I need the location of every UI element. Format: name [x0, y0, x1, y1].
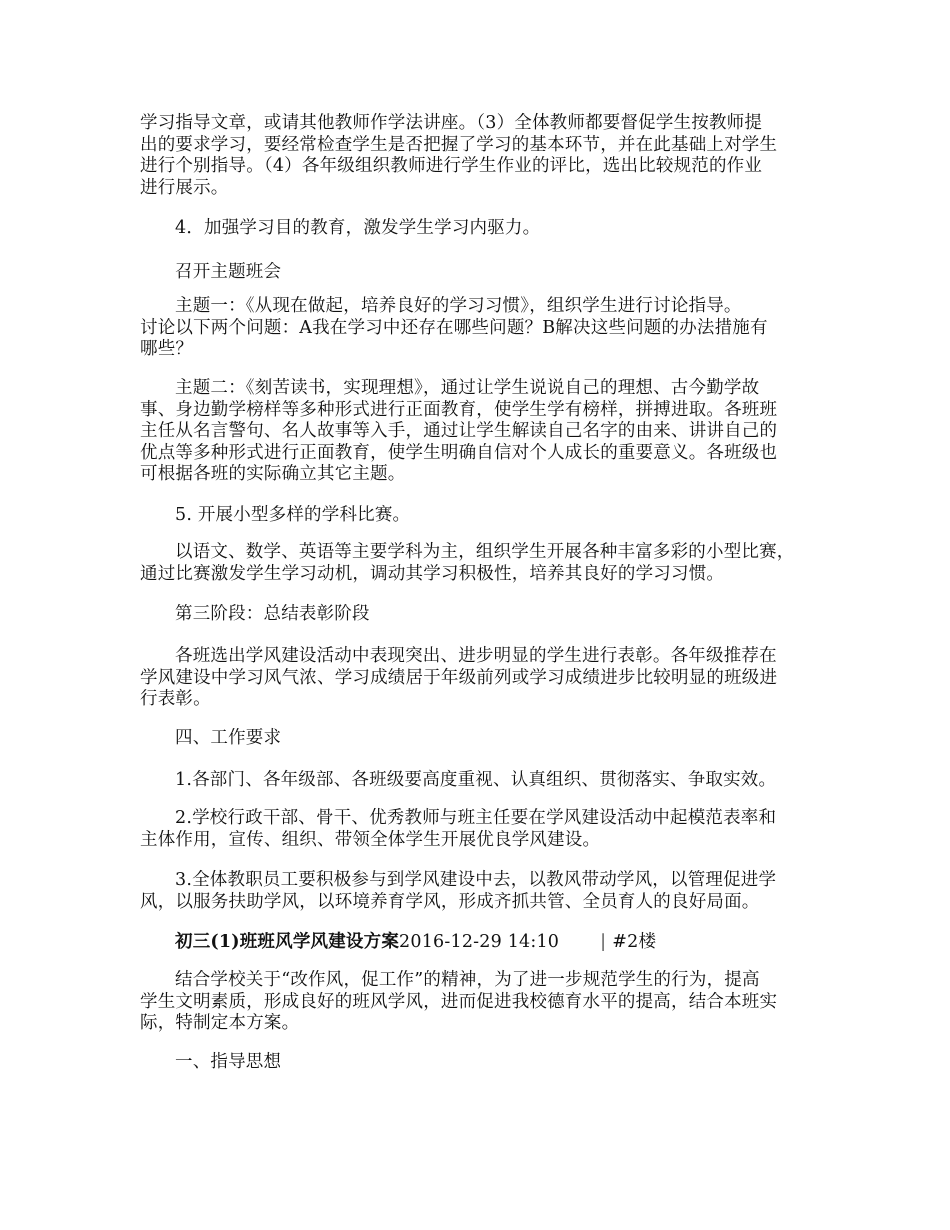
text-line: 事、身边勤学榜样等多种形式进行正面教育，使学生学有榜样，拼搏进取。各班班: [140, 399, 778, 420]
text-line: 进行个别指导。（4）各年级组织教师进行学生作业的评比，选出比较规范的作业: [140, 156, 763, 177]
text-line: 主任从名言警句、名人故事等入手，通过让学生解读自己名字的由来、讲讲自己的: [140, 421, 778, 442]
text-line: 通过比赛激发学生学习动机，调动其学习积极性，培养其良好的学习习惯。: [140, 563, 725, 584]
text-line: 进行展示。: [140, 177, 229, 198]
text-line: 学生文明素质，形成良好的班风学风，进而促进我校德育水平的提高，结合本班实: [140, 991, 778, 1012]
text-line: 哪些？: [140, 339, 194, 360]
post-floor: #2楼: [612, 932, 657, 952]
text-line: 学风建设中学习风气浓、学习成绩居于年级前列或学习成绩进步比较明显的班级进: [140, 667, 778, 688]
text-line: 讨论以下两个问题：A我在学习中还存在哪些问题？B解决这些问题的办法措施有: [140, 317, 768, 338]
requirement-item-2: [140, 808, 816, 851]
text-line: 一、指导思想: [175, 1052, 282, 1072]
text-line: 结合学校关于“改作风，促工作”的精神，为了进一步规范学生的行为，提高: [175, 970, 760, 990]
paragraph-theme-one: [140, 296, 816, 361]
post-date: 2016-12-29 14:10: [399, 932, 560, 952]
text-line: 5. 开展小型多样的学科比赛。: [175, 505, 411, 525]
requirement-item-1: [140, 770, 816, 792]
text-line: 主题一：《从现在做起，培养良好的学习习惯》，组织学生进行讨论指导。: [175, 296, 742, 316]
section-heading-guiding-ideology: [140, 1052, 816, 1074]
text-line: 4．加强学习目的教育，激发学生学习内驱力。: [175, 218, 541, 238]
text-line: 以语文、数学、英语等主要学科为主，组织学生开展各种丰富多彩的小型比赛，: [175, 542, 795, 562]
paragraph-commendation: [140, 646, 816, 711]
paragraph-plan-intro: [140, 970, 816, 1035]
text-line: 学习指导文章，或请其他教师作学法讲座。（3）全体教师都要督促学生按教师提: [140, 113, 763, 133]
text-line: 1.各部门、各年级部、各班级要高度重视、认真组织、贯彻落实、争取实效。: [175, 770, 777, 790]
text-line: 际，特制定本方案。: [140, 1013, 300, 1034]
section-heading-5: [140, 505, 816, 527]
text-line: 2.学校行政干部、骨干、优秀教师与班主任要在学风建设活动中起模范表率和: [175, 808, 777, 828]
section-heading-work-requirements: [140, 728, 816, 750]
text-line: 可根据各班的实际确立其它主题。: [140, 464, 406, 485]
text-line: 四、工作要求: [175, 728, 282, 748]
text-line: 风，以服务扶助学风，以环境养育学风，形成齐抓共管、全员育人的良好局面。: [140, 891, 760, 912]
text-line: 优点等多种形式进行正面教育，使学生明确自信对个人成长的重要意义。各班级也: [140, 442, 778, 463]
post-header: [140, 932, 816, 954]
text-line: 主体作用，宣传、组织、带领全体学生开展优良学风建设。: [140, 829, 601, 850]
requirement-item-3: [140, 870, 816, 913]
text-line: 3.全体教职员工要积极参与到学风建设中去，以教风带动学风，以管理促进学: [175, 870, 777, 890]
text-line: 召开主题班会: [175, 262, 282, 282]
text-line: 各班选出学风建设活动中表现突出、进步明显的学生进行表彰。各年级推荐在: [175, 646, 777, 666]
text-line: 主题二：《刻苦读书，实现理想》，通过让学生说说自己的理想、古今勤学故: [175, 378, 760, 398]
section-heading-4: [140, 218, 816, 240]
paragraph-theme-two: [140, 378, 816, 486]
paragraph-subject-contests: [140, 542, 816, 585]
paragraph-study-guidance: [140, 113, 816, 199]
text-line: 第三阶段：总结表彰阶段: [175, 604, 370, 624]
paragraph-class-meeting: [140, 262, 816, 284]
section-heading-stage-3: [140, 604, 816, 626]
post-title: 初三(1)班班风学风建设方案: [175, 932, 400, 952]
text-line: 出的要求学习，要经常检查学生是否把握了学习的基本环节，并在此基础上对学生: [140, 134, 778, 155]
post-separator: |: [600, 932, 607, 952]
text-line: 行表彰。: [140, 689, 211, 710]
